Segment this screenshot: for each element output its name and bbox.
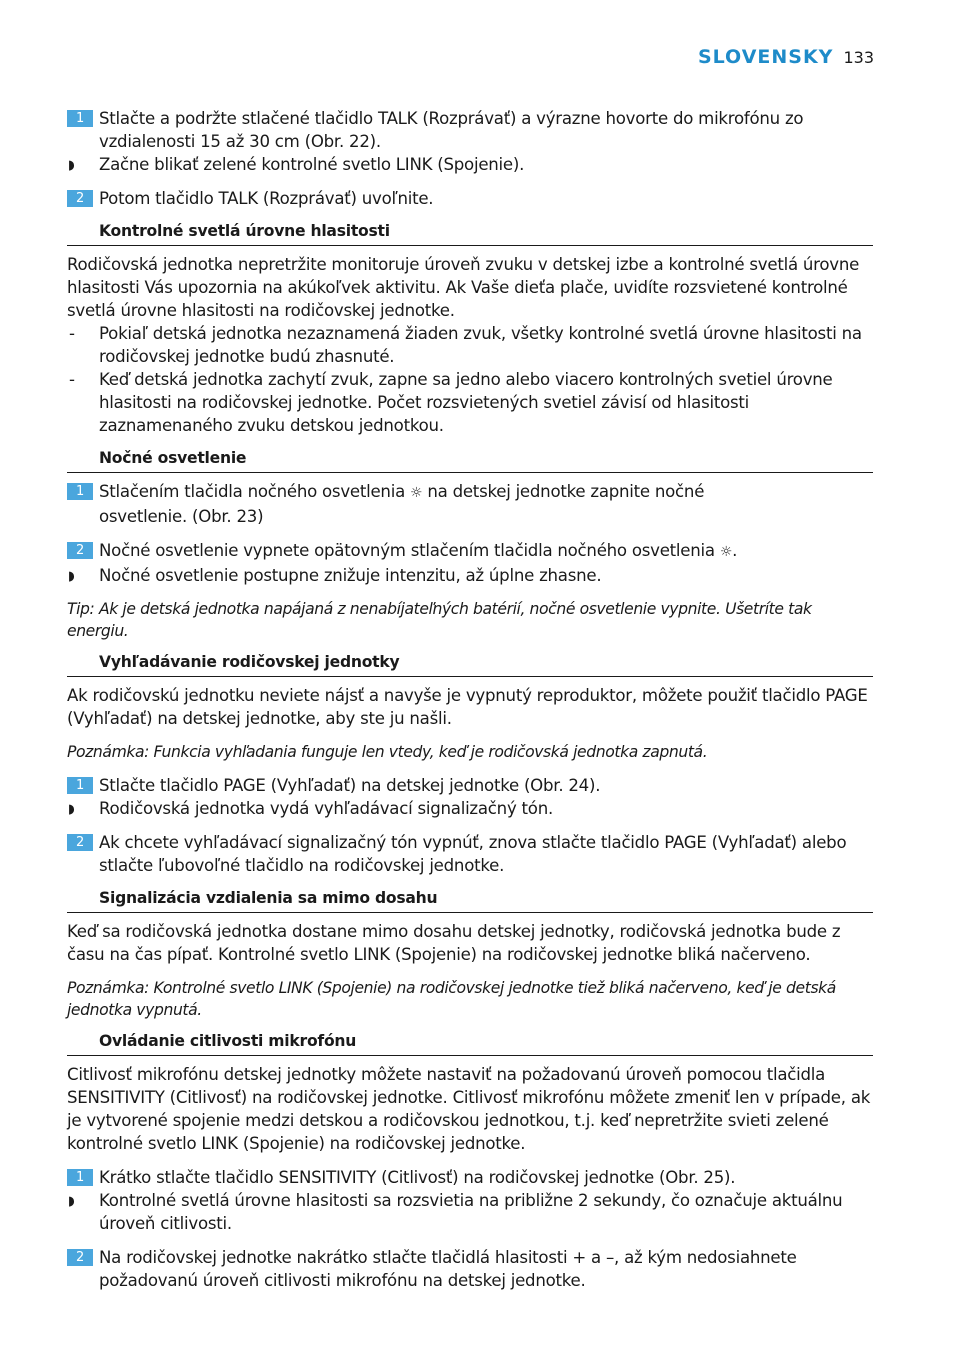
sensitivity-paragraph: Citlivosť mikrofónu detskej jednotky môžete nastaviť na požadovanú úroveň pomocou tlačidla SENSITIVITY (Citlivosť) na rodičovskej jednotke. Citlivosť mikrofónu môžete zmeniť len v prípade, ak je vytvorené spojenie medzi detskou a rodičovskou jednotkou, t.j. keď nepretržite svieti zelené kontrolné svetlo LINK (Spojenie) na rodičovskej jednotke.	[67, 1065, 871, 1153]
result-text: Začne blikať zelené kontrolné svetlo LINK (Spojenie).	[99, 155, 525, 174]
volume-lights-bullet-1	[67, 322, 873, 368]
night-light-icon: ☼	[719, 544, 733, 560]
page-header	[698, 46, 874, 68]
volume-lights-paragraph: Rodičovská jednotka nepretržite monitoruje úroveň zvuku v detskej izbe a kontrolné svetlá úrovne hlasitosti Vás upozornia na akúkoľvek aktivitu. Ak Vaše dieťa plače, uvidíte rozsvietené kontrolné svetlá úrovne hlasitosti na rodičovskej jednotke.	[67, 255, 860, 320]
section-heading-sensitivity: Ovládanie citlivosti mikrofónu	[67, 1031, 873, 1056]
step-number-badge: 2	[67, 190, 93, 207]
step-number-badge: 2	[67, 1249, 93, 1266]
section-heading-paging: Vyhľadávanie rodičovskej jednotky	[67, 652, 873, 677]
sensitivity-step-1	[67, 1166, 873, 1189]
result-arrow-icon: ◗	[68, 802, 75, 817]
step-text: Stlačte tlačidlo PAGE (Vyhľadať) na detskej jednotke (Obr. 24).	[99, 776, 601, 795]
step-text: Potom tlačidlo TALK (Rozprávať) uvoľnite.	[99, 189, 434, 208]
paging-paragraph: Ak rodičovskú jednotku neviete nájsť a navyše je vypnutý reproduktor, môžete použiť tlačidlo PAGE (Vyhľadať) na detskej jednotke, aby ste ju našli.	[67, 686, 868, 728]
night-light-result-2	[67, 564, 873, 587]
step-number-badge: 1	[67, 110, 93, 127]
out-of-range-paragraph: Keď sa rodičovská jednotka dostane mimo dosahu detskej jednotky, rodičovská jednotka bude z času na čas pípať. Kontrolné svetlo LINK (Spojenie) na rodičovskej jednotke bliká načerveno.	[67, 922, 841, 964]
dash-bullet: -	[69, 324, 75, 343]
paging-result-1	[67, 797, 873, 820]
step-text: Na rodičovskej jednotke nakrátko stlačte tlačidlá hlasitosti + a –, až kým nedosiahnete požadovanú úroveň citlivosti mikrofónu na detskej jednotke.	[99, 1248, 797, 1290]
language-label: SLOVENSKY	[697, 46, 834, 68]
step-text: Nočné osvetlenie vypnete opätovným stlačením tlačidla nočného osvetlenia	[99, 541, 715, 560]
sensitivity-result-1	[67, 1189, 873, 1235]
bullet-text: Pokiaľ detská jednotka nezaznamená žiaden zvuk, všetky kontrolné svetlá úrovne hlasitosti na rodičovskej jednotke budú zhasnuté.	[99, 324, 862, 366]
step-text: Krátko stlačte tlačidlo SENSITIVITY (Citlivosť) na rodičovskej jednotke (Obr. 25).	[99, 1168, 736, 1187]
result-text: Kontrolné svetlá úrovne hlasitosti sa rozsvietia na približne 2 sekundy, čo označuje aktuálnu úroveň citlivosti.	[99, 1191, 843, 1233]
talk-step-1	[67, 107, 873, 153]
step-text-part-b: na detskej jednotke zapnite nočné	[427, 482, 705, 501]
page-number: 133	[843, 48, 874, 67]
paging-step-2	[67, 831, 873, 877]
step-number-badge: 2	[67, 542, 93, 559]
night-light-icon: ☼	[410, 485, 423, 501]
sentence-period: .	[732, 541, 738, 560]
step-number-badge: 1	[67, 483, 93, 500]
out-of-range-note: Poznámka: Kontrolné svetlo LINK (Spojenie) na rodičovskej jednotke tiež bliká načerveno, keď je detská jednotka vypnutá.	[67, 979, 836, 1019]
step-number-badge: 1	[67, 777, 93, 794]
page-content	[67, 107, 873, 1292]
step-text-part-c: osvetlenie. (Obr. 23)	[99, 507, 264, 526]
step-number-badge: 2	[67, 834, 93, 851]
section-heading-night-light: Nočné osvetlenie	[67, 448, 873, 473]
paging-note: Poznámka: Funkcia vyhľadania funguje len vtedy, keď je rodičovská jednotka zapnutá.	[67, 743, 708, 761]
talk-result-1	[67, 153, 873, 176]
result-text: Rodičovská jednotka vydá vyhľadávací signalizačný tón.	[99, 799, 553, 818]
night-light-step-2	[67, 539, 873, 564]
volume-lights-bullet-2	[67, 368, 873, 437]
sensitivity-step-2	[67, 1246, 873, 1292]
talk-step-2	[67, 187, 873, 210]
night-light-tip: Tip: Ak je detská jednotka napájaná z nenabíjateľných batérií, nočné osvetlenie vypnite. Ušetríte tak energiu.	[67, 600, 812, 640]
step-text: Ak chcete vyhľadávací signalizačný tón vypnúť, znova stlačte tlačidlo PAGE (Vyhľadať) alebo stlačte ľubovoľné tlačidlo na rodičovskej jednotke.	[99, 833, 847, 875]
section-heading-out-of-range: Signalizácia vzdialenia sa mimo dosahu	[67, 888, 873, 913]
result-arrow-icon: ◗	[68, 569, 75, 584]
step-text-part-a: Stlačením tlačidla nočného osvetlenia	[99, 482, 405, 501]
step-text: Stlačte a podržte stlačené tlačidlo TALK (Rozprávať) a výrazne hovorte do mikrofónu zo vzdialenosti 15 až 30 cm (Obr. 22).	[99, 109, 804, 151]
result-arrow-icon: ◗	[68, 1194, 75, 1209]
step-number-badge: 1	[67, 1169, 93, 1186]
paging-step-1	[67, 774, 873, 797]
bullet-text: Keď detská jednotka zachytí zvuk, zapne sa jedno alebo viacero kontrolných svetiel úrovne hlasitosti na rodičovskej jednotke. Počet rozsvietených svetiel závisí od hlasitosti zaznamenaného zvuku detskou jednotkou.	[99, 370, 833, 435]
result-text: Nočné osvetlenie postupne znižuje intenzitu, až úplne zhasne.	[99, 566, 602, 585]
night-light-step-1	[67, 480, 873, 528]
dash-bullet: -	[69, 370, 75, 389]
section-heading-volume-lights: Kontrolné svetlá úrovne hlasitosti	[67, 221, 873, 246]
result-arrow-icon: ◗	[68, 158, 75, 173]
